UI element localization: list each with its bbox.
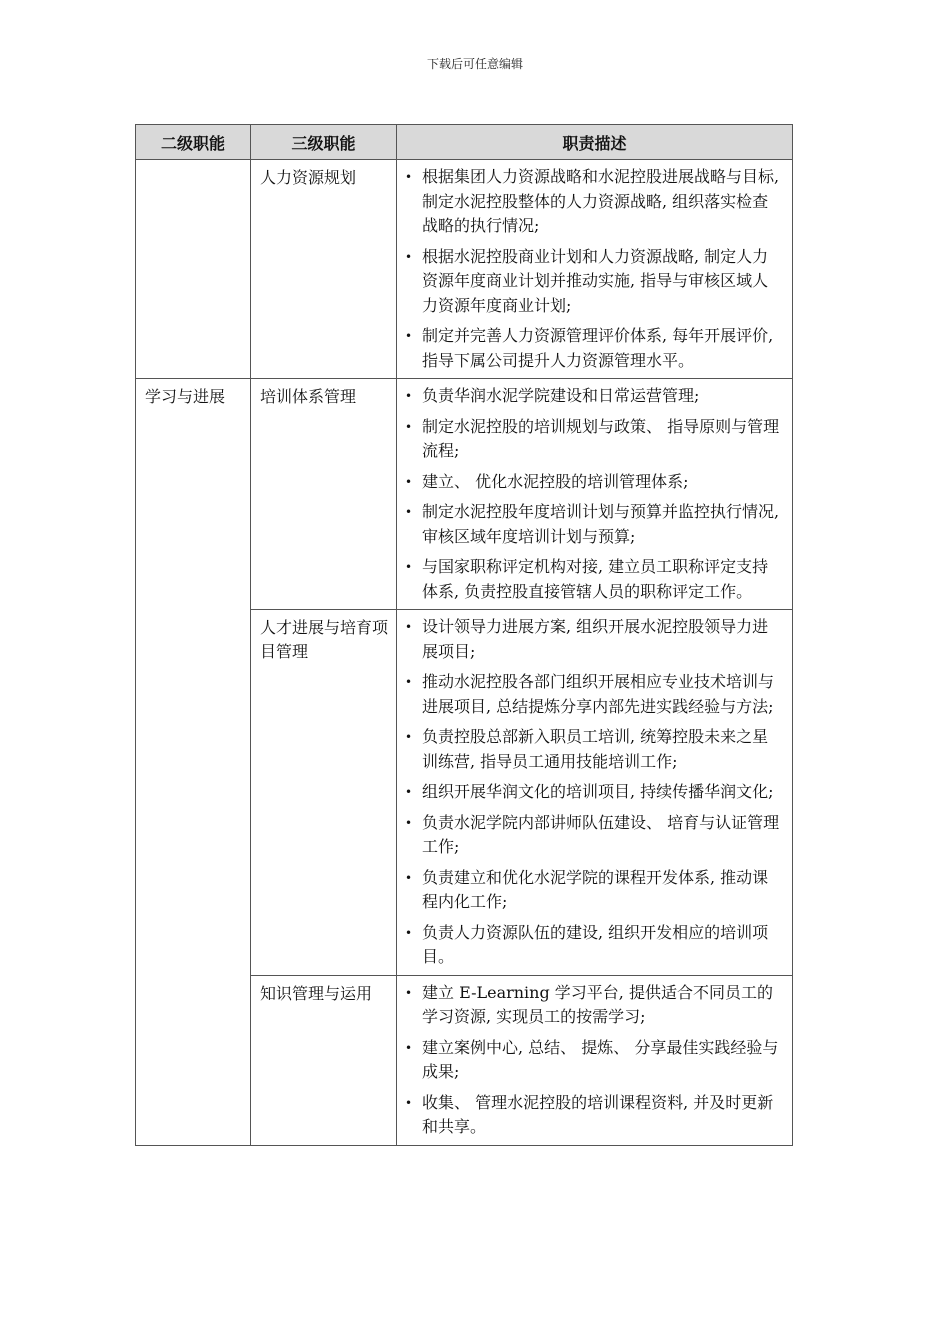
duty-item [403, 725, 784, 774]
duty-item [403, 384, 784, 409]
duty-item [403, 615, 784, 664]
bullet-icon: • [405, 329, 413, 343]
page-header-note: 下载后可任意编辑 [426, 57, 523, 71]
duty-item [403, 1091, 784, 1140]
duty-list [403, 384, 784, 604]
bullet-icon: • [405, 985, 413, 1000]
bullet-icon: • [405, 620, 413, 634]
duty-text: 负责人力资源队伍的建设, 组织开发相应的培训项目。 [422, 922, 769, 966]
duty-text: 与国家职称评定机构对接, 建立员工职称评定支持体系, 负责控股直接管辖人员的职称评定工作。 [422, 557, 769, 601]
bullet-icon: • [405, 730, 413, 744]
duty-item [403, 245, 784, 319]
duty-text: 制定水泥控股年度培训计划与预算并监控执行情况, 审核区域年度培训计划与预算; [422, 502, 780, 546]
duty-list [403, 165, 784, 373]
duty-item [403, 1036, 784, 1085]
bullet-icon: • [405, 870, 413, 885]
duty-text: 负责水泥学院内部讲师队伍建设、 培育与认证管理工作; [422, 812, 780, 856]
level3-cell: 人才进展与培育项目管理 [251, 610, 397, 976]
duty-item [403, 500, 784, 549]
duty-text: 负责控股总部新入职员工培训, 统筹控股未来之星训练营, 指导员工通用技能培训工作; [422, 727, 769, 771]
level3-cell: 人力资源规划 [251, 160, 397, 379]
duty-table [135, 124, 793, 1146]
table-row [136, 160, 793, 379]
duty-item [403, 415, 784, 464]
bullet-icon: • [405, 1095, 413, 1110]
bullet-icon: • [405, 815, 413, 830]
bullet-icon: • [405, 675, 413, 689]
duty-text: 推动水泥控股各部门组织开展相应专业技术培训与进展项目, 总结提炼分享内部先进实践经验与方法; [422, 672, 775, 716]
duty-text: 根据集团人力资源战略和水泥控股进展战略与目标, 制定水泥控股整体的人力资源战略, 组织落实检查战略的执行情况; [422, 167, 780, 235]
duty-item [403, 555, 784, 604]
duty-item [403, 811, 784, 860]
bullet-icon: • [405, 170, 413, 184]
bullet-icon: • [405, 925, 413, 940]
bullet-icon: • [405, 785, 413, 799]
duty-text: 负责建立和优化水泥学院的课程开发体系, 推动课程内化工作; [422, 867, 769, 911]
bullet-icon: • [405, 389, 413, 403]
duty-text: 负责华润水泥学院建设和日常运营管理; [422, 386, 700, 405]
duty-text: 建立、 优化水泥控股的培训管理体系; [422, 471, 689, 491]
duty-text: 根据水泥控股商业计划和人力资源战略, 制定人力资源年度商业计划并推动实施, 指导与审核区域人力资源年度商业计划; [422, 246, 769, 315]
duty-text: 建立 E-Learning 学习平台, 提供适合不同员工的学习资源, 实现员工的按需学习; [422, 982, 773, 1026]
bullet-icon: • [405, 1040, 413, 1055]
duty-item [403, 866, 784, 915]
duty-item [403, 324, 784, 373]
duty-text: 建立案例中心, 总结、 提炼、 分享最佳实践经验与成果; [422, 1037, 779, 1081]
duty-item [403, 470, 784, 495]
column-header-level3: 三级职能 [251, 125, 397, 160]
description-cell [397, 379, 793, 610]
level2-cell [136, 160, 251, 379]
bullet-icon: • [405, 419, 413, 434]
table-row [136, 379, 793, 610]
duty-list [403, 615, 784, 970]
bullet-icon: • [405, 560, 413, 574]
duty-text: 组织开展华润文化的培训项目, 持续传播华润文化; [422, 782, 774, 801]
bullet-icon: • [405, 505, 413, 519]
description-cell [397, 160, 793, 379]
duty-text: 收集、 管理水泥控股的培训课程资料, 并及时更新和共享。 [422, 1092, 774, 1136]
level2-cell: 学习与进展 [136, 379, 251, 1146]
duty-text: 制定水泥控股的培训规划与政策、 指导原则与管理流程; [422, 416, 780, 460]
level3-cell: 培训体系管理 [251, 379, 397, 610]
duty-text: 设计领导力进展方案, 组织开展水泥控股领导力进展项目; [422, 617, 769, 661]
description-cell [397, 975, 793, 1145]
duty-item [403, 780, 784, 805]
duty-item [403, 981, 784, 1030]
bullet-icon: • [405, 249, 413, 264]
duty-item [403, 165, 784, 239]
column-header-description: 职责描述 [397, 125, 793, 160]
table-header-row [136, 125, 793, 160]
bullet-icon: • [405, 474, 413, 489]
duty-item [403, 921, 784, 970]
description-cell [397, 610, 793, 976]
level3-cell: 知识管理与运用 [251, 975, 397, 1145]
duty-text: 制定并完善人力资源管理评价体系, 每年开展评价, 指导下属公司提升人力资源管理水平。 [422, 326, 774, 370]
duty-item [403, 670, 784, 719]
duty-list [403, 981, 784, 1140]
column-header-level2: 二级职能 [136, 125, 251, 160]
